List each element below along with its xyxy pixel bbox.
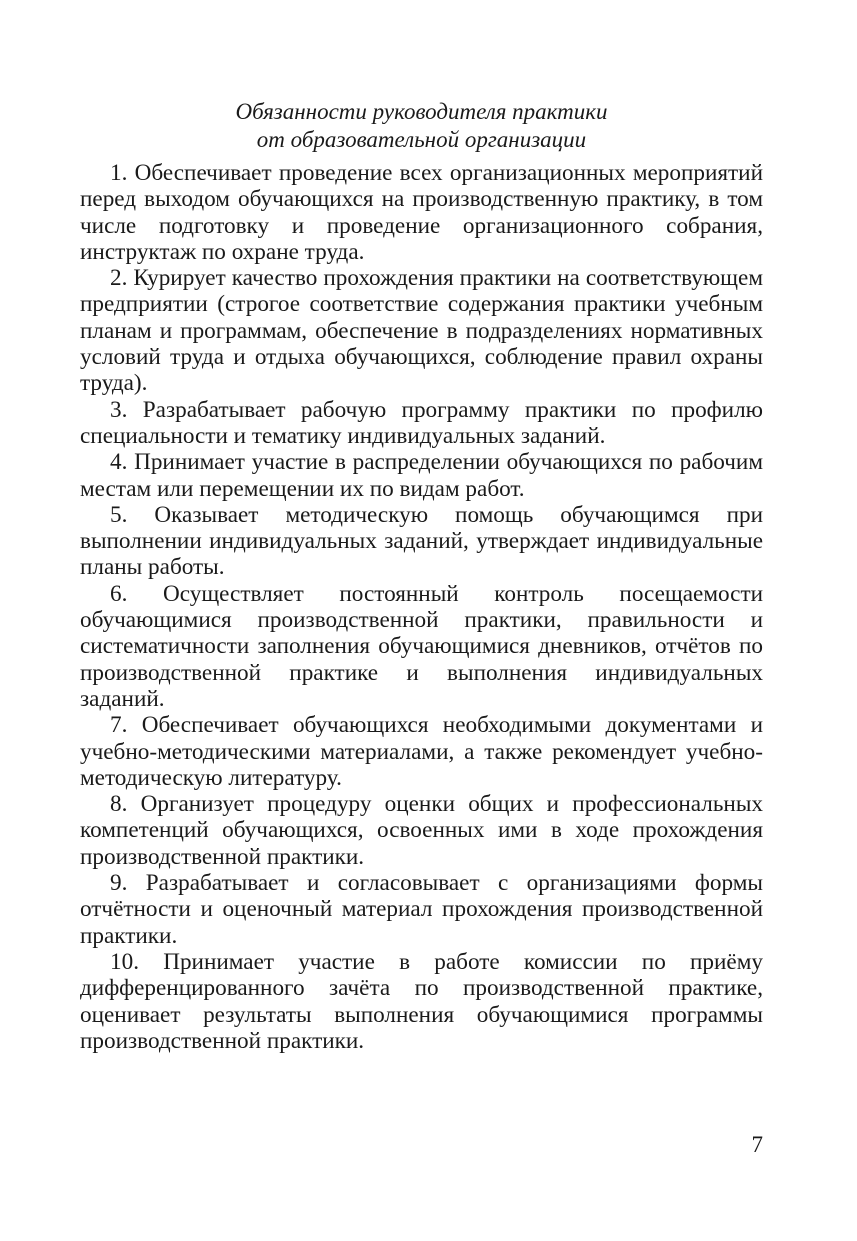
duty-item-4: 4. Принимает участие в распределении обучающихся по рабочим местам или перемещении их по видам работ. (80, 449, 763, 502)
heading-line-2: от образовательной организации (256, 127, 587, 152)
duty-item-7: 7. Обеспечивает обучающихся необходимыми документами и учебно-методическими материалами, а также рекомендует учебно-методическую литературу. (80, 712, 763, 791)
duty-item-6: 6. Осуществляет постоянный контроль посещаемости обучающимися производственной практики, правильности и систематичности заполнения обучающимися дневников, отчётов по производственной практике и выполнения индивидуальных заданий. (80, 580, 763, 712)
duty-item-1: 1. Обеспечивает проведение всех организационных мероприятий перед выходом обучающихся на производственную практику, в том числе подготовку и проведение организационного собрания, инструктаж по охране труда. (80, 160, 763, 265)
duty-item-10: 10. Принимает участие в работе комиссии по приёму дифференцированного зачёта по производственной практике, оценивает результаты выполнения обучающимися программы производственной практики. (80, 948, 763, 1054)
duty-item-8: 8. Организует процедуру оценки общих и профессиональных компетенций обучающихся, освоенных ими в ходе прохождения производственной практики. (80, 791, 763, 870)
duty-item-2: 2. Курирует качество прохождения практики на соответствующем предприятии (строгое соответствие содержания практики учебным планам и программам, обеспечение в подразделениях нормативных условий труда и отдыха обучающихся, соблюдение правил охраны труда). (80, 265, 763, 397)
duty-item-3: 3. Разрабатывает рабочую программу практики по профилю специальности и тематику индивидуальных заданий. (80, 396, 763, 449)
duty-item-5: 5. Оказывает методическую помощь обучающимся при выполнении индивидуальных заданий, утверждает индивидуальные планы работы. (80, 501, 763, 581)
heading-line-1: Обязанности руководителя практики (235, 99, 608, 124)
page-body (80, 98, 763, 1054)
section-heading (80, 98, 763, 154)
page-number: 7 (751, 1132, 763, 1157)
duty-item-9: 9. Разрабатывает и согласовывает с организациями формы отчётности и оценочный материал прохождения производственной практики. (80, 870, 763, 949)
